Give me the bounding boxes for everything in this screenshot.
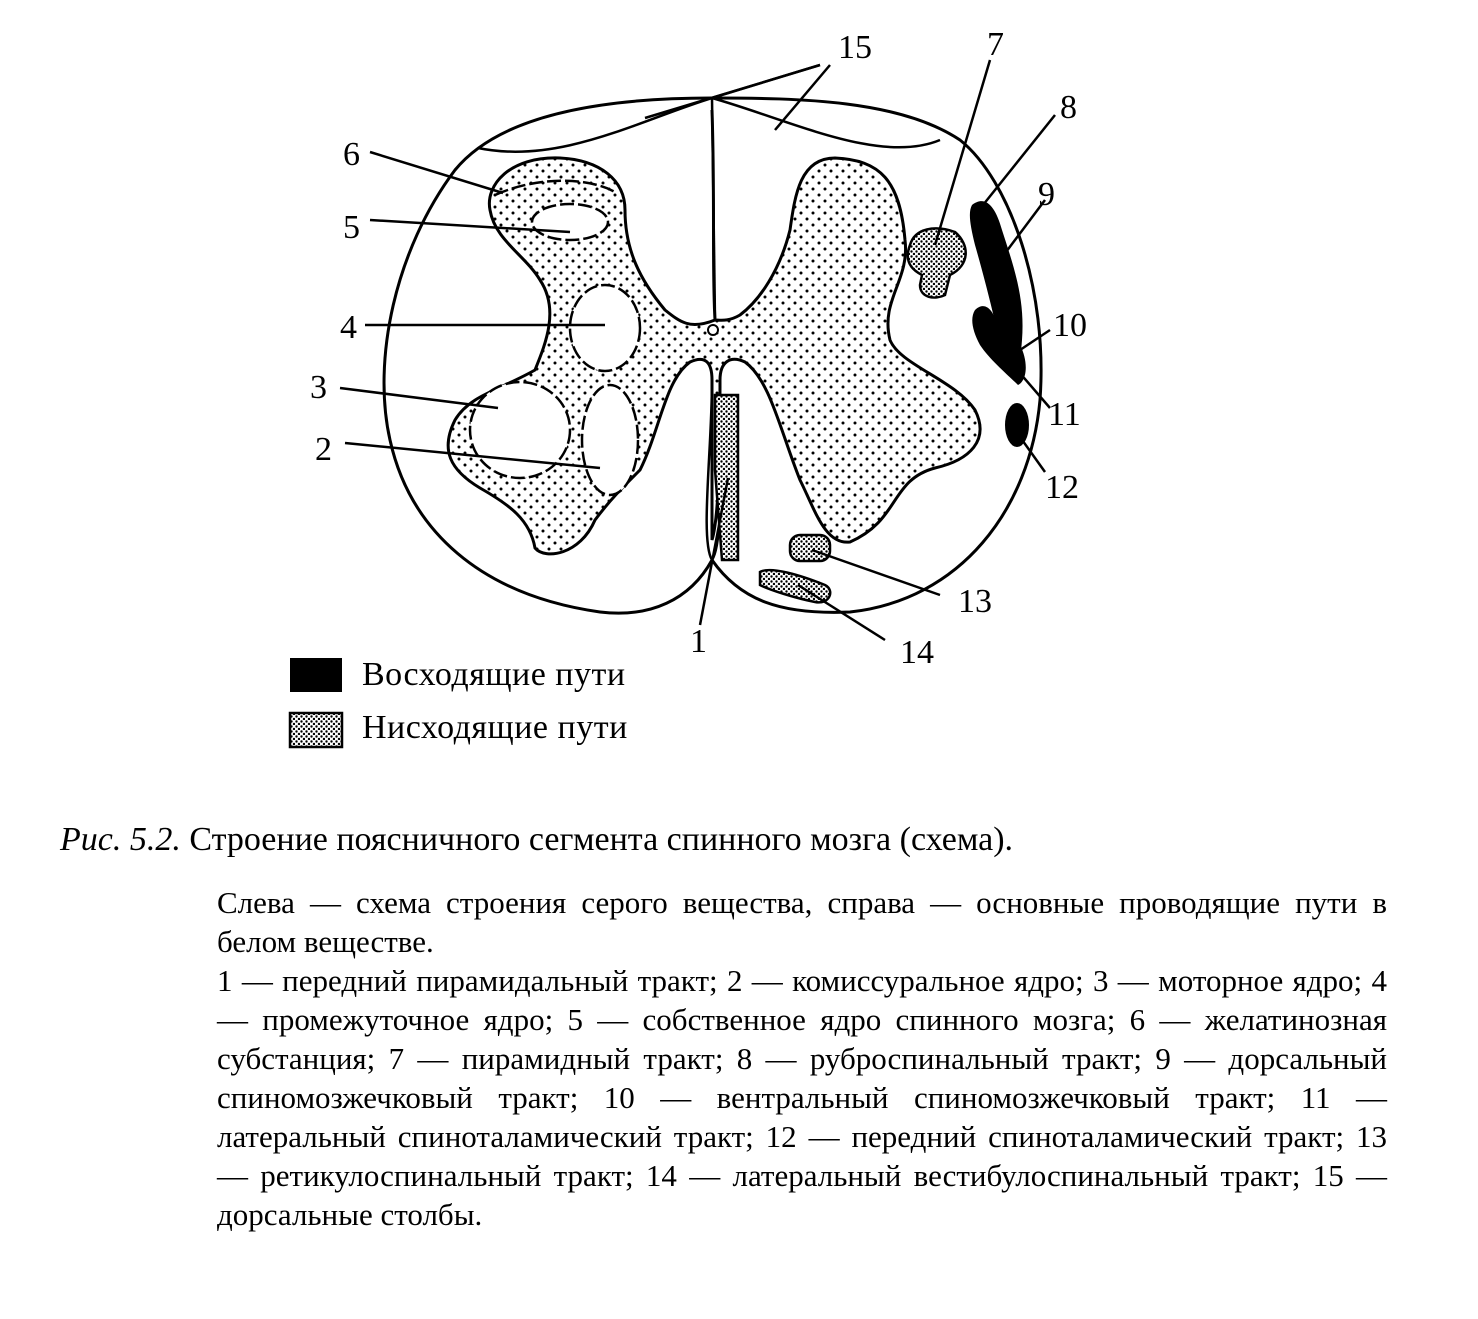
nucleus-2 bbox=[582, 385, 638, 495]
label-1: 1 bbox=[690, 623, 707, 660]
figure-caption bbox=[60, 820, 1420, 860]
label-7: 7 bbox=[987, 26, 1004, 63]
label-4: 4 bbox=[340, 309, 357, 346]
label-2: 2 bbox=[315, 431, 332, 468]
tract-12 bbox=[1005, 403, 1029, 447]
legend-ascending-label: Восходящие пути bbox=[362, 656, 626, 693]
figure-title: Строение поясничного сегмента спинного мозга (схема). bbox=[189, 821, 1014, 858]
nucleus-5 bbox=[532, 204, 608, 240]
tract-13 bbox=[790, 535, 830, 561]
nucleus-4 bbox=[570, 285, 640, 371]
label-6: 6 bbox=[343, 136, 360, 173]
label-13: 13 bbox=[958, 583, 992, 620]
label-12: 12 bbox=[1045, 469, 1079, 506]
legend-descending-label: Нисходящие пути bbox=[362, 709, 628, 746]
legend-swatch-ascending bbox=[290, 658, 342, 692]
label-9: 9 bbox=[1038, 176, 1055, 213]
label-11: 11 bbox=[1048, 396, 1081, 433]
legend-swatch-descending bbox=[290, 713, 342, 747]
label-5: 5 bbox=[343, 209, 360, 246]
description-intro: Слева — схема строения серого вещества, справа — основные проводящие пути в белом веществе. bbox=[217, 885, 1387, 959]
central-canal bbox=[708, 325, 718, 335]
label-8: 8 bbox=[1060, 89, 1077, 126]
description-items: 1 — передний пирамидальный тракт; 2 — комиссуральное ядро; 3 — моторное ядро; 4 — промежуточное ядро; 5 — собственное ядро спинного мозга; 6 — желатинозная субстанция; 7 — пирамидный тракт; 8 — руброспинальный тракт; 9 — дорсальный спиномозжечковый тракт; 10 — вентральный спиномозжечковый тракт; 11 — латеральный спиноталамический тракт; 12 — передний спиноталамический тракт; 13 — ретикулоспинальный тракт; 14 — латеральный вестибулоспинальный тракт; 15 — дорсальные столбы. bbox=[217, 963, 1387, 1232]
figure-description bbox=[217, 883, 1387, 1234]
figure-label: Рис. 5.2. bbox=[60, 821, 181, 858]
label-10: 10 bbox=[1053, 307, 1087, 344]
label-3: 3 bbox=[310, 369, 327, 406]
label-14: 14 bbox=[900, 634, 934, 671]
label-15: 15 bbox=[838, 29, 872, 66]
